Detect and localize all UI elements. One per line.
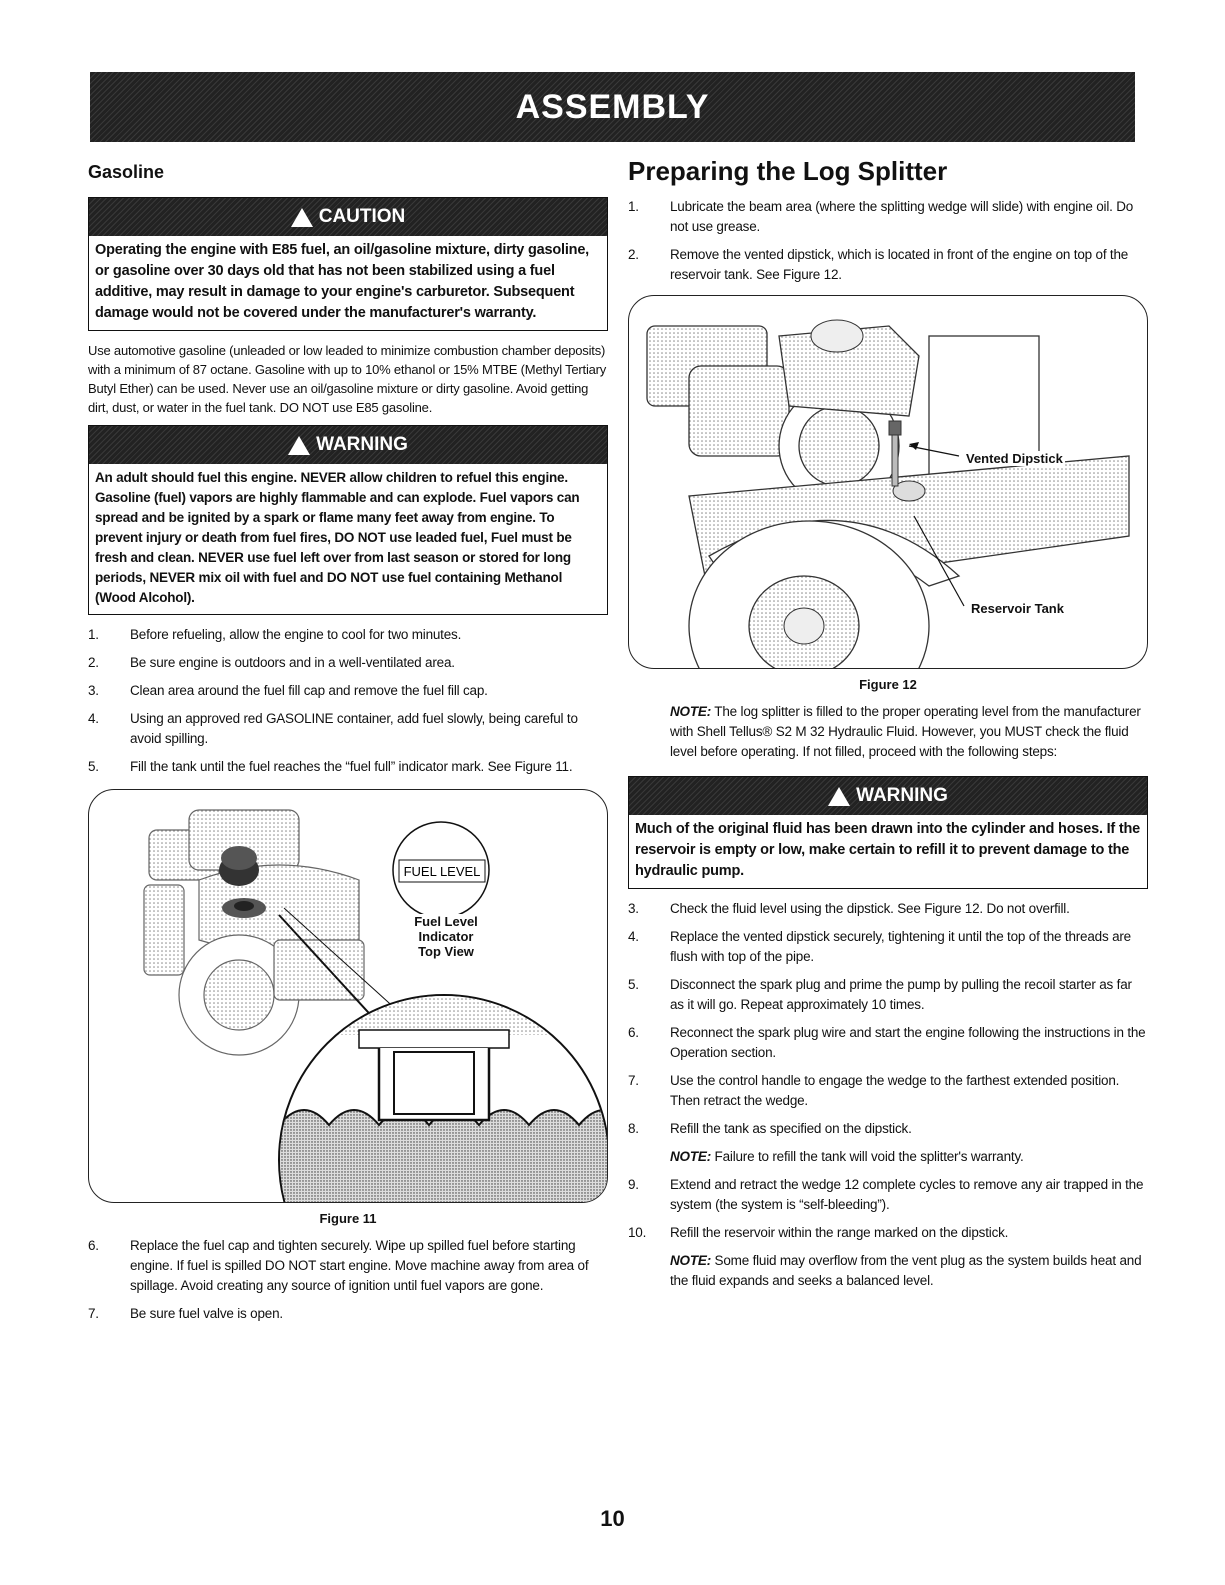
step-number: 5. [88, 759, 99, 774]
figure-12 [628, 295, 1148, 669]
fuel-cap-icon [219, 846, 259, 886]
prep-steps [628, 197, 1148, 285]
warning-triangle-icon [291, 208, 313, 227]
note-text: Some fluid may overflow from the vent plug as the system builds heat and the fluid expands and seeks a balanced level. [670, 1253, 1142, 1288]
list-item [628, 1119, 1148, 1139]
figure-11-caption: Figure 11 [319, 1211, 377, 1226]
step-number: 6. [88, 1238, 99, 1253]
list-item [88, 653, 608, 673]
list-item [628, 1023, 1148, 1063]
step-text: Using an approved red GASOLINE container, add fuel slowly, being careful to avoid spilling. [130, 711, 578, 746]
gasoline-paragraph: Use automotive gasoline (unleaded or low leaded to minimize combustion chamber deposits) with a minimum of 87 octane. Gasoline with up to 10% ethanol or 15% MTBE (Methyl Tertiary Butyl Ether) can be used. Never use an oil/gasoline mixture or dirty gasoline. Avoid getting dirt, dust, or water in the fuel tank. DO NOT use E85 gasoline. [88, 343, 607, 415]
label-line: Fuel Level Indicator [414, 914, 478, 944]
caution-header [89, 198, 607, 236]
step-number: 2. [628, 247, 639, 262]
warning-label: WARNING [856, 785, 948, 806]
step-text: Lubricate the beam area (where the splitting wedge will slide) with engine oil. Do not use grease. [670, 199, 1134, 234]
note-text: Failure to refill the tank will void the splitter's warranty. [711, 1149, 1024, 1164]
note-text: The log splitter is filled to the proper operating level from the manufacturer with Shell Tellus® S2 M 32 Hydraulic Fluid. However, you MUST check the fluid level before operating. If not filled, proceed with the following steps: [670, 704, 1141, 759]
step-number: 3. [88, 683, 99, 698]
fuel-steps-continued [88, 1236, 608, 1324]
warning-text: Much of the original fluid has been drawn into the cylinder and hoses. If the reservoir is empty or low, make certain to refill it to prevent damage to the hydraulic pump. [635, 821, 1141, 879]
list-item [628, 245, 1148, 285]
step-text: Refill the reservoir within the range marked on the dipstick. [670, 1225, 1009, 1240]
fuel-level-indicator-label [394, 914, 498, 959]
right-column [628, 152, 1148, 1299]
list-item [628, 975, 1148, 1015]
step-number: 7. [88, 1306, 99, 1321]
step-text: Reconnect the spark plug wire and start the engine following the instructions in the Operation section. [670, 1025, 1146, 1060]
step-text: Refill the tank as specified on the dipstick. [670, 1121, 912, 1136]
prep-steps-continued [628, 899, 1148, 1139]
step-number: 2. [88, 655, 99, 670]
list-item [88, 709, 608, 749]
step-number: 9. [628, 1177, 639, 1192]
figure-12-caption: Figure 12 [859, 677, 917, 692]
step-number: 10. [628, 1225, 647, 1240]
step-number: 6. [628, 1025, 639, 1040]
log-splitter-illustration [629, 296, 1148, 668]
vented-dipstick-label: Vented Dipstick [966, 451, 1063, 466]
list-item [628, 197, 1148, 237]
list-item [88, 625, 608, 645]
warning-header [629, 777, 1147, 815]
step-number: 8. [628, 1121, 639, 1136]
step-text: Check the fluid level using the dipstick. See Figure 12. Do not overfill. [670, 901, 1070, 916]
note-label: NOTE: [670, 1149, 711, 1164]
note-warranty [670, 1147, 1148, 1167]
page-number: 10 [600, 1506, 625, 1531]
list-item [628, 927, 1148, 967]
list-item [628, 899, 1148, 919]
list-item [628, 1071, 1148, 1111]
step-number: 1. [628, 199, 639, 214]
warning-header [89, 426, 607, 464]
caution-box [88, 197, 608, 331]
list-item [88, 681, 608, 701]
step-text: Before refueling, allow the engine to cool for two minutes. [130, 627, 462, 642]
list-item [88, 1304, 608, 1324]
caution-text: Operating the engine with E85 fuel, an oil/gasoline mixture, dirty gasoline, or gasoline over 30 days old that has not been stabilized using a fuel additive, may result in damage to your engine's carburetor. Subsequent damage would not be covered under the manufacturer's warranty. [95, 242, 590, 321]
fuel-steps [88, 625, 608, 777]
warning-box-hydraulic [628, 776, 1148, 889]
left-column [88, 152, 608, 1332]
reservoir-tank-label: Reservoir Tank [971, 601, 1064, 616]
list-item [628, 1223, 1148, 1243]
step-number: 1. [88, 627, 99, 642]
step-text: Disconnect the spark plug and prime the pump by pulling the recoil starter as far as it will go. Repeat approximately 10 times. [670, 977, 1132, 1012]
step-text: Extend and retract the wedge 12 complete cycles to remove any air trapped in the system (the system is “self-bleeding”). [670, 1177, 1144, 1212]
preparing-heading: Preparing the Log Splitter [628, 156, 948, 186]
note-label: NOTE: [670, 704, 711, 719]
warning-box [88, 425, 608, 615]
caution-label: CAUTION [318, 206, 406, 227]
warning-text: An adult should fuel this engine. NEVER allow children to refuel this engine. Gasoline (fuel) vapors are highly flammable and can explode. Fuel vapors can spread and be ignited by a spark or flame many feet away from engine. To prevent injury or death from fuel fires, DO NOT use leaded fuel, Fuel must be fresh and clean. NEVER use fuel left over from last season or stored for long periods, NEVER mix oil with fuel and DO NOT use fuel containing Methanol (Wood Alcohol). [95, 470, 580, 605]
note-label: NOTE: [670, 1253, 711, 1268]
figure-11 [88, 789, 608, 1203]
warning-triangle-icon [828, 787, 850, 806]
step-text: Clean area around the fuel fill cap and remove the fuel fill cap. [130, 683, 488, 698]
step-text: Replace the fuel cap and tighten securely. Wipe up spilled fuel before starting engine. If fuel is spilled DO NOT start engine. Move machine away from area of spillage. Avoid creating any source of ignition until fuel vapors are gone. [130, 1238, 589, 1293]
step-number: 5. [628, 977, 639, 992]
list-item [628, 1175, 1148, 1215]
step-text: Be sure fuel valve is open. [130, 1306, 283, 1321]
step-number: 4. [628, 929, 639, 944]
step-text: Remove the vented dipstick, which is located in front of the engine on top of the reservoir tank. See Figure 12. [670, 247, 1129, 282]
engine-fuel-tank-illustration [89, 790, 608, 1202]
list-item [88, 1236, 608, 1296]
warning-label: WARNING [316, 434, 408, 455]
step-number: 4. [88, 711, 99, 726]
label-line: Top View [418, 944, 474, 959]
step-text: Use the control handle to engage the wedge to the farthest extended position. Then retract the wedge. [670, 1073, 1120, 1108]
prep-steps-final [628, 1175, 1148, 1243]
step-number: 7. [628, 1073, 639, 1088]
step-text: Fill the tank until the fuel reaches the “fuel full” indicator mark. See Figure 11. [130, 759, 573, 774]
step-text: Be sure engine is outdoors and in a well-ventilated area. [130, 655, 455, 670]
warning-triangle-icon [288, 436, 310, 455]
section-banner [90, 72, 1135, 142]
step-text: Replace the vented dipstick securely, tightening it until the top of the threads are flush with top of the pipe. [670, 929, 1131, 964]
gasoline-heading: Gasoline [88, 162, 165, 182]
banner-title: ASSEMBLY [515, 87, 710, 126]
step-number: 3. [628, 901, 639, 916]
note-overflow [670, 1251, 1148, 1291]
list-item [88, 757, 608, 777]
note-fluid [670, 702, 1148, 762]
fuel-level-marking: FUEL LEVEL [403, 864, 481, 879]
